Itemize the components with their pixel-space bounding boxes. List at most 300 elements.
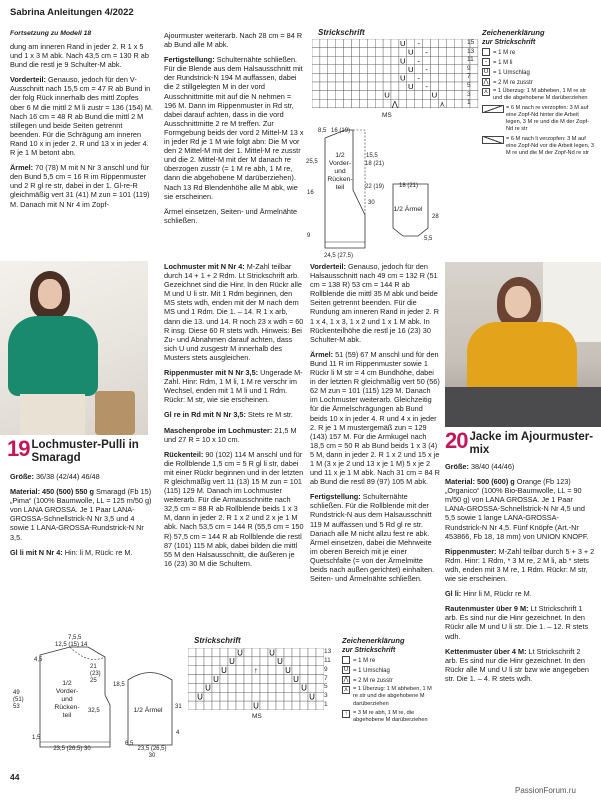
- text-block: [164, 426, 304, 444]
- row-number: 13: [324, 648, 332, 655]
- chart-cell: [268, 657, 276, 666]
- chart-symbol: U: [400, 73, 406, 83]
- dimension: 22 (19): [365, 184, 385, 190]
- text-block: [10, 75, 153, 157]
- dimension: 9: [307, 233, 311, 239]
- chart-cell: [284, 657, 292, 666]
- skp-symbol: ⋏: [343, 687, 349, 693]
- chart-cell: [359, 48, 367, 57]
- text-block: [164, 450, 304, 568]
- chart-cell: [196, 701, 204, 710]
- chart-cell: [375, 73, 383, 82]
- chart-symbol: U: [277, 657, 283, 667]
- model-title: Jacke im Ajourmuster-mix: [469, 431, 594, 456]
- chart-cell: [312, 99, 320, 108]
- row-number: 13: [467, 47, 475, 55]
- chart-cell: [415, 91, 423, 100]
- chart-cell: [391, 82, 399, 91]
- chart-symbol: U: [253, 701, 259, 710]
- chart-cell: [399, 65, 407, 74]
- dimension: 1,5: [32, 735, 41, 741]
- text-block: [310, 492, 440, 583]
- chart-cell: [292, 683, 300, 692]
- row-number: 7: [467, 73, 471, 81]
- text-block: [445, 462, 595, 471]
- chart-cell: [431, 73, 439, 82]
- legend-subtitle: zur Strickschrift: [342, 647, 396, 654]
- chart-cell: [352, 91, 360, 100]
- chart-cell: [312, 39, 320, 48]
- dimension: 18 (21): [365, 161, 385, 167]
- chart-cell: [292, 701, 300, 710]
- chart-cell: [344, 82, 352, 91]
- chart-cell: [423, 99, 431, 108]
- chart-cell: [236, 692, 244, 701]
- chart-cell: [316, 701, 324, 710]
- legend-text: = 3 M re abh, 1 M re, die abgehobene M darüberziehen: [353, 709, 428, 724]
- chart-cell: [399, 91, 407, 100]
- chart-cell: [300, 657, 308, 666]
- chart-cell: [252, 675, 260, 684]
- text-block: [164, 368, 304, 404]
- chart-cell: [284, 701, 292, 710]
- text-block: [10, 472, 153, 481]
- row-number: 11: [324, 656, 331, 664]
- chart-cell: [367, 39, 375, 48]
- chart-cell: [244, 683, 252, 692]
- chart-cell: [244, 701, 252, 710]
- chart-cell: [316, 648, 324, 657]
- chart-symbol: ⋀: [391, 99, 399, 109]
- chart-cell: [359, 65, 367, 74]
- legend-item: [482, 58, 594, 68]
- chart-cell: [212, 648, 220, 657]
- section-text: Ungerade M-Zahl. Hinr: Rdm, 1 M li, 1 M re verschr im Wechsel, enden mit 1 M li und 1 Rdm. Rückr: M str, wie sie erscheinen.: [164, 368, 303, 405]
- chart-cell: [220, 701, 228, 710]
- section-label: Lochmuster mit N Nr 4:: [164, 262, 245, 271]
- chart-cell: [188, 683, 196, 692]
- chart-cell: [260, 701, 268, 710]
- text-block: [445, 604, 595, 640]
- trousers: [20, 394, 85, 435]
- chart-cell: [196, 666, 204, 675]
- chart-cell: [276, 692, 284, 701]
- dimension: 5,5: [424, 236, 433, 242]
- piece-label: 1/2 Ärmel: [133, 707, 163, 714]
- chart-cell: [352, 65, 360, 74]
- chart-cell: [367, 91, 375, 100]
- chart-cell: [359, 99, 367, 108]
- top-chart-row-numbers: [467, 39, 481, 108]
- chart-cell: [312, 82, 320, 91]
- chart-cell: [312, 65, 320, 74]
- legend-text: = 1 Überzug: 1 M abheben, 1 M re str und die abgehobene M darüberziehen: [353, 686, 432, 707]
- double-decrease-symbol: ↑: [342, 710, 350, 718]
- section-text: Lt Strickschrift 2 arb. Es sind nur die Hinr gezeichnet. In den Rückr alle M und U li str bzw wie angegeben str. Die 1. – 4. R stets wdh.: [445, 646, 589, 683]
- chart-cell: [228, 683, 236, 692]
- chart-cell: [228, 692, 236, 701]
- chart-cell: [300, 648, 308, 657]
- chart-cell: [367, 56, 375, 65]
- model-19-heading: [7, 436, 157, 465]
- chart-cell: [352, 56, 360, 65]
- legend-item: [342, 710, 437, 725]
- chart-cell: [308, 666, 316, 675]
- chart-cell: [399, 82, 407, 91]
- chart-cell: [407, 56, 415, 65]
- legend-item: [342, 686, 437, 708]
- legend-item: [482, 105, 594, 134]
- row-number: 11: [467, 56, 474, 64]
- chart-cell: [352, 99, 360, 108]
- top-chart-ms-label: MS: [382, 112, 392, 119]
- chart-cell: [312, 73, 320, 82]
- chart-cell: [220, 675, 228, 684]
- chart-cell: [344, 99, 352, 108]
- chart-cell: [212, 701, 220, 710]
- chart-cell: [383, 39, 391, 48]
- chart-symbol: U: [431, 90, 438, 100]
- chart-cell: [415, 65, 423, 74]
- chart-cell: [268, 692, 276, 701]
- bottom-chart-row-numbers: [324, 648, 338, 710]
- dimension: 23,5 (26,5) 30: [137, 746, 167, 759]
- row-number: 3: [324, 692, 328, 700]
- chart-cell: [244, 657, 252, 666]
- section-label: Maschenprobe im Lochmuster:: [164, 425, 273, 435]
- section-label: Fertigstellung:: [164, 55, 215, 65]
- chart-cell: [454, 48, 462, 57]
- chart-cell: [415, 99, 423, 108]
- chart-cell: [312, 91, 320, 100]
- chart-cell: [375, 82, 383, 91]
- chart-cell: [316, 692, 324, 701]
- chart-cell: [204, 666, 212, 675]
- section-text: M-Zahl teilbar durch 5 + 3 + 2 Rdm. Hinr: 1 Rdm, * 3 M re, 2 M li, ab * stets wdh, enden mit 3 M re, 1 Rdm. Rückr: M str, wie sie erscheinen.: [445, 546, 595, 584]
- watermark: PassionForum.ru: [515, 786, 576, 795]
- model-face: [505, 286, 531, 318]
- knit-symbol: [342, 656, 350, 664]
- legend-title: Zeichenerklärung: [482, 28, 545, 37]
- chart-cell: [204, 657, 212, 666]
- chart-symbol: U: [309, 692, 315, 702]
- chart-cell: [383, 73, 391, 82]
- row-number: 5: [467, 81, 471, 89]
- bottom-legend: [342, 636, 437, 724]
- chart-cell: [454, 73, 462, 82]
- chart-symbol: U: [213, 674, 219, 684]
- dimension: 7,5,5: [68, 635, 82, 641]
- chart-cell: [336, 39, 344, 48]
- chart-cell: [276, 701, 284, 710]
- chart-cell: [375, 48, 383, 57]
- chart-cell: [415, 48, 423, 57]
- text-block: [10, 487, 153, 542]
- chart-cell: [431, 65, 439, 74]
- chart-cell: [284, 683, 292, 692]
- dimension: 30: [368, 200, 375, 206]
- section-text: Schulternähte schließen. Für die Rollblende mit der Rundstrick-N aus dem Halsausschnitt 119 M auffassen und 5 Rd gl re str. Danach alle M nicht allzu fest re abk. Ärmel einsetzen, dabei die Mehrweite im oberen Bereich mit je einer Quetschfalte (= von der Ärmelmitte beids nach außen gerichtet) einhalten. Seiten- und Ärmelnähte schließen.: [310, 492, 435, 584]
- model-number: 20: [445, 428, 468, 453]
- section-label: Gl re in Rd mit N Nr 3,5:: [164, 410, 246, 420]
- cable-right-symbol: [482, 105, 504, 113]
- k2tog-symbol: ⋀: [343, 677, 349, 684]
- chart-cell: [375, 65, 383, 74]
- chart-symbol: U: [229, 657, 235, 667]
- legend-text: = 1 Umschlag: [493, 70, 530, 76]
- legend-text: = 1 Umschlag: [353, 668, 390, 674]
- chart-symbol: U: [269, 648, 275, 658]
- chart-cell: [300, 692, 308, 701]
- chart-cell: [320, 73, 328, 82]
- chart-cell: [446, 73, 454, 82]
- chart-cell: [336, 91, 344, 100]
- chart-cell: [336, 48, 344, 57]
- chart-symbol: U: [221, 665, 227, 675]
- model-20-photo: [445, 262, 601, 427]
- chart-cell: [446, 48, 454, 57]
- chart-cell: [276, 666, 284, 675]
- chart-cell: [328, 73, 336, 82]
- chart-cell: [320, 82, 328, 91]
- chart-cell: [431, 39, 439, 48]
- chart-cell: [438, 48, 446, 57]
- section-label: Vorderteil:: [10, 75, 46, 85]
- chart-cell: [423, 56, 431, 65]
- chart-cell: [220, 683, 228, 692]
- text-block: [445, 477, 595, 541]
- chart-cell: [284, 692, 292, 701]
- chart-cell: [292, 657, 300, 666]
- chart-symbol: U: [400, 39, 406, 49]
- chart-cell: [391, 56, 399, 65]
- chart-cell: [260, 648, 268, 657]
- chart-cell: [320, 91, 328, 100]
- top-stitch-chart: [312, 39, 480, 109]
- chart-cell: [344, 48, 352, 57]
- chart-cell: [359, 56, 367, 65]
- section-text: Hin: li M, Rück: re M.: [62, 547, 133, 557]
- text-block: [310, 350, 440, 486]
- chart-cell: [204, 692, 212, 701]
- chart-cell: [312, 56, 320, 65]
- chart-cell: [260, 683, 268, 692]
- chart-cell: [292, 666, 300, 675]
- row-number: 15: [467, 39, 475, 46]
- chart-cell: [344, 91, 352, 100]
- section-label: Gl li:: [445, 589, 462, 599]
- chart-cell: [244, 675, 252, 684]
- chart-symbol: U: [293, 674, 299, 684]
- yarnover-symbol: U: [343, 667, 349, 674]
- chart-cell: [236, 701, 244, 710]
- legend-subtitle: zur Strickschrift: [482, 39, 536, 46]
- section-label: Rautenmuster über 9 M:: [445, 604, 529, 614]
- row-number: 1: [324, 701, 328, 709]
- chart-cell: [292, 692, 300, 701]
- chart-cell: [188, 648, 196, 657]
- chart-cell: [312, 48, 320, 57]
- legend-title: Zeichenerklärung: [342, 636, 405, 645]
- dimension: [318, 128, 350, 134]
- row-number: 9: [467, 64, 471, 72]
- cable-left-symbol: [482, 136, 504, 144]
- bottom-strickschrift-title: Strickschrift: [194, 636, 241, 645]
- dimension: 4,5: [34, 657, 43, 663]
- chart-cell: [336, 82, 344, 91]
- chart-cell: [391, 39, 399, 48]
- chart-cell: [196, 648, 204, 657]
- top-column-1: [10, 42, 153, 262]
- chart-cell: [328, 99, 336, 108]
- chart-cell: [212, 666, 220, 675]
- chart-symbol: U: [301, 683, 307, 693]
- chart-cell: [336, 65, 344, 74]
- chart-symbol: U: [407, 47, 414, 57]
- text-block: [164, 55, 304, 201]
- chart-cell: [316, 657, 324, 666]
- legend-text: = 1 Überzug: 1 M abheben, 1 M re str und die abgehobene M darüberziehen: [493, 88, 588, 102]
- dimension: 6,5: [125, 741, 134, 747]
- chart-cell: [367, 48, 375, 57]
- dimension: 32,5: [88, 708, 100, 714]
- section-text: Genauso, jedoch für den V-Ausschnitt nach 15,5 cm = 47 R ab Bund in der folg Rück innerhalb des mittl Zopfes über 6 M die mittl 2 M li zustr = 136 (154) M. Nach 16 cm = 48 R ab Bund die mittl 2 M stillegen und beide Seiten getrennt beenden. Für die Schrägung am inneren Rand 10 x in jeder 2. R und 13 x in jeder 4. R je 1 M betont abn.: [10, 75, 153, 158]
- chart-cell: [328, 48, 336, 57]
- chart-cell: [431, 82, 439, 91]
- chart-cell: [328, 39, 336, 48]
- green-sweater: [8, 316, 98, 396]
- section-text: 21,5 M und 27 R = 10 x 10 cm.: [164, 425, 297, 444]
- chart-cell: [316, 675, 324, 684]
- dimension: 23,5 (26,5) 30: [53, 746, 91, 752]
- chart-cell: [399, 48, 407, 57]
- chart-symbol: -: [425, 82, 428, 92]
- chart-cell: [204, 701, 212, 710]
- chart-cell: [352, 73, 360, 82]
- model-20-info: [445, 462, 595, 772]
- legend-text: = 1 M re: [493, 50, 516, 56]
- chart-cell: [454, 99, 462, 108]
- chart-cell: [367, 82, 375, 91]
- text-block: [10, 163, 153, 208]
- chart-cell: [300, 701, 308, 710]
- section-label: Rückenteil:: [164, 449, 204, 459]
- chart-cell: [446, 39, 454, 48]
- chart-cell: [383, 99, 391, 108]
- section-text: 70 (78) M mit N Nr 3 anschl und für den Bund 5,5 cm = 16 R im Rippenmuster und 2 R gl re str, dabei in der 1. Gl-re-R gleichmäßig vert 31 (41) M zun = 101 (119) M. Danach mit N Nr 4 im Zopf-: [10, 163, 150, 209]
- legend-item: [342, 676, 437, 686]
- chart-cell: [367, 73, 375, 82]
- section-text: Stets re M str.: [245, 410, 293, 420]
- dimension: 21 (23) 25: [90, 664, 101, 684]
- chart-cell: [300, 675, 308, 684]
- chart-cell: [352, 39, 360, 48]
- chart-cell: [438, 56, 446, 65]
- chart-cell: [284, 675, 292, 684]
- dimension: 28: [432, 214, 439, 220]
- section-text: Smaragd (Fb 15) „Pima“ (100% Baumwolle, LL = 125 m/50 g) von LANA GROSSA. Je 1 Paar LANA-GROSSA-Schnellstrick-N Nr 3,5 und 4 sowie 1 LANA-GROSSA-Rundstrick-N Nr 3,5.: [10, 487, 152, 542]
- chart-cell: [375, 39, 383, 48]
- chart-cell: [260, 692, 268, 701]
- yarnover-symbol: U: [483, 69, 489, 76]
- top-legend: [482, 28, 594, 158]
- chart-cell: [344, 56, 352, 65]
- row-number: 1: [467, 99, 471, 107]
- model-number: 19: [7, 436, 30, 461]
- chart-cell: [276, 683, 284, 692]
- chart-cell: [438, 82, 446, 91]
- chart-cell: [220, 692, 228, 701]
- chart-cell: [212, 683, 220, 692]
- piece-label: 1/2 Ärmel: [393, 206, 423, 213]
- top-strickschrift-title: Strickschrift: [318, 28, 365, 37]
- legend-text: = 1 M re: [353, 658, 376, 664]
- k2tog-symbol: ⋀: [483, 79, 489, 86]
- piece-label: 1/2 Vorder- und Rücken- teil: [54, 680, 80, 719]
- chart-cell: [359, 73, 367, 82]
- piece-label: 1/2 Vorder- und Rücken- teil: [327, 152, 353, 191]
- chart-cell: [407, 73, 415, 82]
- chart-symbol: ⋏: [439, 99, 446, 109]
- section-label: Größe:: [10, 472, 34, 481]
- chart-symbol: -: [417, 39, 420, 49]
- chart-cell: [438, 73, 446, 82]
- chart-cell: [454, 91, 462, 100]
- section-text: 51 (59) 67 M anschl und für den Bund 11 R im Rippenmuster sowie 1 Rückr li M str = 4 cm Bundhöhe, dabei in der letzten R gleichmäßig vert 50 (56) 62 M zun = 101 (115) 129 M. Danach im Lochmuster weiterarb. Gleichzeitig für die Ärmelschrägungen ab Bund beids 10 x in jeder 4. R und 4 x in jeder 2. R je 1 M mustergemäß zun = 129 (143) 157 M. Für die Armkugel nach 18,5 cm = 50 R ab Bund beids 1 x 3 (4) 5 M, dann in jeder 2. R 1 x 2 und 15 x je 1 M (3 x je 2 und 13 x je 1 M) 5 x je 2 und 11 x je 1 M abk. Nach 31 cm = 84 R ab Bund die restl 89 (97) 105 M abk.: [310, 349, 440, 487]
- chart-cell: [352, 82, 360, 91]
- chart-cell: [446, 82, 454, 91]
- chart-cell: [344, 73, 352, 82]
- chart-cell: [320, 48, 328, 57]
- page-number: 44: [10, 772, 20, 782]
- section-label: Kettenmuster über 4 M:: [445, 646, 527, 656]
- chart-symbol: ↑: [254, 665, 258, 675]
- chart-cell: [407, 91, 415, 100]
- chart-cell: [438, 65, 446, 74]
- chart-cell: [407, 99, 415, 108]
- chart-cell: [454, 39, 462, 48]
- chart-cell: [320, 39, 328, 48]
- chart-symbol: -: [417, 73, 420, 83]
- text-block: [445, 547, 595, 583]
- chart-cell: [431, 56, 439, 65]
- chart-cell: [383, 82, 391, 91]
- chart-cell: [252, 683, 260, 692]
- chart-cell: [375, 99, 383, 108]
- chart-cell: [268, 666, 276, 675]
- chart-cell: [228, 701, 236, 710]
- legend-text: = 1 M li: [493, 60, 513, 66]
- model-title: Lochmuster-Pulli in Smaragd: [31, 439, 139, 464]
- chart-cell: [308, 675, 316, 684]
- chart-cell: [308, 701, 316, 710]
- chart-cell: [196, 675, 204, 684]
- magazine-title: Sabrina Anleitungen 4/2022: [10, 7, 134, 18]
- chart-cell: [375, 91, 383, 100]
- chart-symbol: U: [400, 56, 406, 66]
- legend-text: = 6 M nach li verzopfen: 3 M auf eine Zopf-Nd vor die Arbeit legen, 3 M re und die M der Zopf-Nd re str: [506, 135, 594, 157]
- chart-cell: [236, 666, 244, 675]
- text-block: [445, 589, 595, 598]
- section-label: Rippenmuster mit N Nr 3,5:: [164, 368, 259, 378]
- section-text: 36/38 (42/44) 46/48: [33, 472, 100, 481]
- text-block: Ärmel einsetzen, Seiten- und Ärmelnähte schließen.: [164, 206, 298, 225]
- chart-cell: [383, 48, 391, 57]
- chart-cell: [367, 99, 375, 108]
- continuation-note: Fortsetzung zu Modell 18: [10, 30, 92, 37]
- chart-cell: [276, 675, 284, 684]
- chart-cell: [244, 666, 252, 675]
